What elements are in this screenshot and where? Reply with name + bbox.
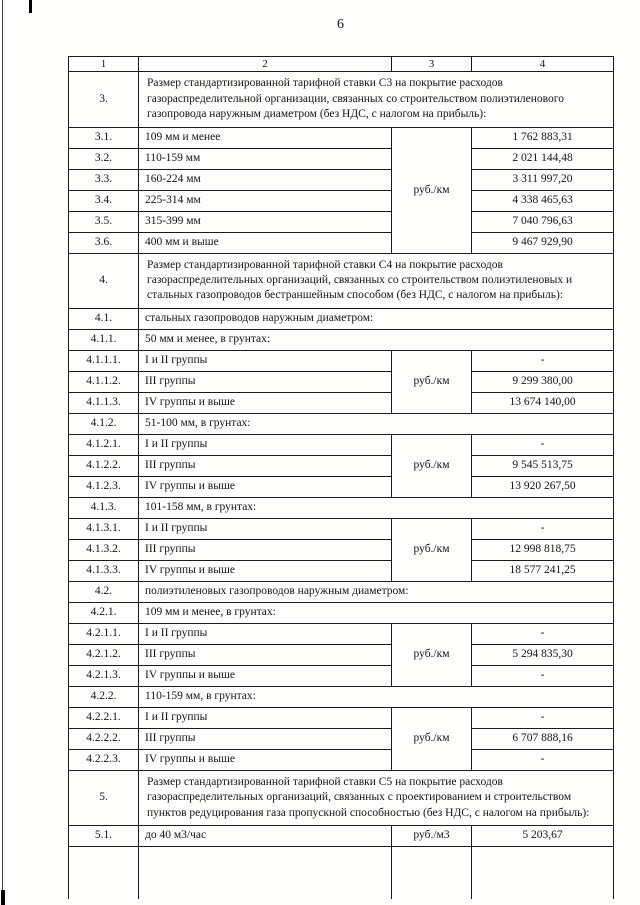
cell-num: 4.1.3.3. (69, 560, 139, 581)
table-row (69, 392, 614, 413)
cell-num: 4.2.2.3. (69, 749, 139, 770)
cell-num: 4.1.2.3. (69, 476, 139, 497)
table-row (69, 211, 614, 232)
table-row (69, 825, 614, 846)
cell-num: 4.1.1.1. (69, 350, 139, 371)
cell-label: III группы (139, 728, 392, 749)
cell-label: I и II группы (139, 518, 392, 539)
cell-num: 4.1.3.2. (69, 539, 139, 560)
cell-num: 4.1.2.1. (69, 434, 139, 455)
cell-head: 3 (392, 57, 472, 72)
scan-artifact-bottom-left (1, 890, 5, 905)
tariff-table (68, 56, 614, 899)
cell-num: 5.1. (69, 825, 139, 846)
cell-value: 5 294 835,30 (472, 644, 614, 665)
cell-value: 1 762 883,31 (472, 127, 614, 148)
table-row (69, 371, 614, 392)
cell-value: 5 203,67 (472, 825, 614, 846)
cell-label: полиэтиленовых газопроводов наружным диаметром: (139, 581, 614, 602)
cell-num: 4.1.1.2. (69, 371, 139, 392)
cell-label: 101-158 мм, в грунтах: (139, 497, 614, 518)
cell-label: 110-159 мм (139, 148, 392, 169)
table-row (69, 770, 614, 825)
table-row (69, 560, 614, 581)
cell-value: 13 920 267,50 (472, 476, 614, 497)
cell-unit: руб./км (392, 518, 472, 581)
cell-label: IV группы и выше (139, 665, 392, 686)
cell-value: - (472, 665, 614, 686)
cell-num: 3.4. (69, 190, 139, 211)
cell-value: - (472, 350, 614, 371)
cell-num: 3.2. (69, 148, 139, 169)
cell-unit: руб./км (392, 350, 472, 413)
cell-num: 4.1.1.3. (69, 392, 139, 413)
cell-label: IV группы и выше (139, 392, 392, 413)
cell-value: 13 674 140,00 (472, 392, 614, 413)
cell-value: - (472, 749, 614, 770)
tariff-table-wrap (68, 56, 613, 899)
cell-label: до 40 м3/час (139, 825, 392, 846)
cell-label: 110-159 мм, в грунтах: (139, 686, 614, 707)
table-row (69, 148, 614, 169)
table-row (69, 57, 614, 72)
cell-label: 315-399 мм (139, 211, 392, 232)
table-row (69, 434, 614, 455)
cell-label: I и II группы (139, 707, 392, 728)
cell-num: 3. (69, 72, 139, 127)
cell-num (69, 846, 139, 899)
cell-num: 4.1.2. (69, 413, 139, 434)
scan-artifact-top-left (29, 0, 32, 13)
table-row (69, 329, 614, 350)
table-row (69, 749, 614, 770)
cell-label: IV группы и выше (139, 476, 392, 497)
table-row (69, 413, 614, 434)
cell-label: 225-314 мм (139, 190, 392, 211)
cell-num: 4.2.2. (69, 686, 139, 707)
cell-label: I и II группы (139, 623, 392, 644)
cell-desc: Размер стандартизированной тарифной ставки С4 на покрытие расходов газораспределительных организаций, связанных со строительством полиэтиленовых и стальных газопроводов бестраншейным способом (без НДС, с налогом на прибыль): (139, 253, 614, 308)
page-number: 6 (337, 17, 344, 32)
table-row (69, 169, 614, 190)
table-row (69, 602, 614, 623)
cell-label: III группы (139, 455, 392, 476)
cell-num: 3.3. (69, 169, 139, 190)
cell-num: 4.1.3. (69, 497, 139, 518)
table-row (69, 190, 614, 211)
cell-value: 3 311 997,20 (472, 169, 614, 190)
cell-desc: Размер стандартизированной тарифной ставки С3 на покрытие расходов газораспределительной организации, связанных со строительством полиэтиленового газопровода наружным диаметром (без НДС, с налогом на прибыль): (139, 72, 614, 127)
table-row (69, 350, 614, 371)
cell-value: 7 040 796,63 (472, 211, 614, 232)
table-row (69, 518, 614, 539)
cell-num: 4.2.2.1. (69, 707, 139, 728)
table-row (69, 308, 614, 329)
cell-unit: руб./км (392, 707, 472, 770)
scan-artifact-left-edge (2, 0, 3, 905)
cell-num: 4.2.1.1. (69, 623, 139, 644)
cell-value: 18 577 241,25 (472, 560, 614, 581)
cell-num: 3.1. (69, 127, 139, 148)
cell-label: 160-224 мм (139, 169, 392, 190)
cell-value: - (472, 707, 614, 728)
cell-value: 9 467 929,90 (472, 232, 614, 253)
cell-value: 2 021 144,48 (472, 148, 614, 169)
cell-unit: руб./км (392, 127, 472, 253)
cell-num: 4.2.1. (69, 602, 139, 623)
tariff-table-body (69, 57, 614, 899)
cell-label: 51-100 мм, в грунтах: (139, 413, 614, 434)
cell-unit (392, 846, 472, 899)
cell-label: IV группы и выше (139, 560, 392, 581)
cell-unit: руб./км (392, 434, 472, 497)
table-row (69, 127, 614, 148)
table-row (69, 707, 614, 728)
cell-label: III группы (139, 644, 392, 665)
cell-num: 5. (69, 770, 139, 825)
cell-value: - (472, 623, 614, 644)
table-row (69, 686, 614, 707)
cell-value (472, 846, 614, 899)
cell-num: 3.5. (69, 211, 139, 232)
cell-num: 4.2.1.2. (69, 644, 139, 665)
cell-label: III группы (139, 539, 392, 560)
cell-num: 4.1.2.2. (69, 455, 139, 476)
cell-label (139, 846, 392, 899)
table-row (69, 455, 614, 476)
cell-label: 400 мм и выше (139, 232, 392, 253)
cell-label: стальных газопроводов наружным диаметром: (139, 308, 614, 329)
cell-head: 2 (139, 57, 392, 72)
table-row (69, 644, 614, 665)
cell-label: 109 мм и менее (139, 127, 392, 148)
cell-label: III группы (139, 371, 392, 392)
table-row (69, 623, 614, 644)
cell-value: - (472, 434, 614, 455)
table-row (69, 497, 614, 518)
cell-label: IV группы и выше (139, 749, 392, 770)
cell-num: 4.1.1. (69, 329, 139, 350)
table-row (69, 581, 614, 602)
cell-num: 4.2.1.3. (69, 665, 139, 686)
cell-label: 109 мм и менее, в грунтах: (139, 602, 614, 623)
cell-value: 12 998 818,75 (472, 539, 614, 560)
cell-num: 4.1. (69, 308, 139, 329)
cell-desc: Размер стандартизированной тарифной ставки С5 на покрытие расходов газораспределительных организаций, связанных с проектированием и строительством пунктов редуцирования газа пропускной способностью (без НДС, с налогом на прибыль): (139, 770, 614, 825)
table-row (69, 476, 614, 497)
table-row (69, 232, 614, 253)
cell-head: 4 (472, 57, 614, 72)
cell-value: - (472, 518, 614, 539)
cell-head: 1 (69, 57, 139, 72)
cell-unit: руб./км (392, 623, 472, 686)
cell-value: 6 707 888,16 (472, 728, 614, 749)
cell-num: 4.2.2.2. (69, 728, 139, 749)
cell-num: 3.6. (69, 232, 139, 253)
cell-label: I и II группы (139, 434, 392, 455)
cell-label: I и II группы (139, 350, 392, 371)
table-row (69, 253, 614, 308)
cell-value: 4 338 465,63 (472, 190, 614, 211)
table-row (69, 72, 614, 127)
cell-num: 4.2. (69, 581, 139, 602)
cell-value: 9 299 380,00 (472, 371, 614, 392)
cell-value: 9 545 513,75 (472, 455, 614, 476)
table-row-partial (69, 846, 614, 899)
table-row (69, 728, 614, 749)
cell-unit: руб./м3 (392, 825, 472, 846)
table-row (69, 539, 614, 560)
cell-label: 50 мм и менее, в грунтах: (139, 329, 614, 350)
cell-num: 4. (69, 253, 139, 308)
table-row (69, 665, 614, 686)
cell-num: 4.1.3.1. (69, 518, 139, 539)
